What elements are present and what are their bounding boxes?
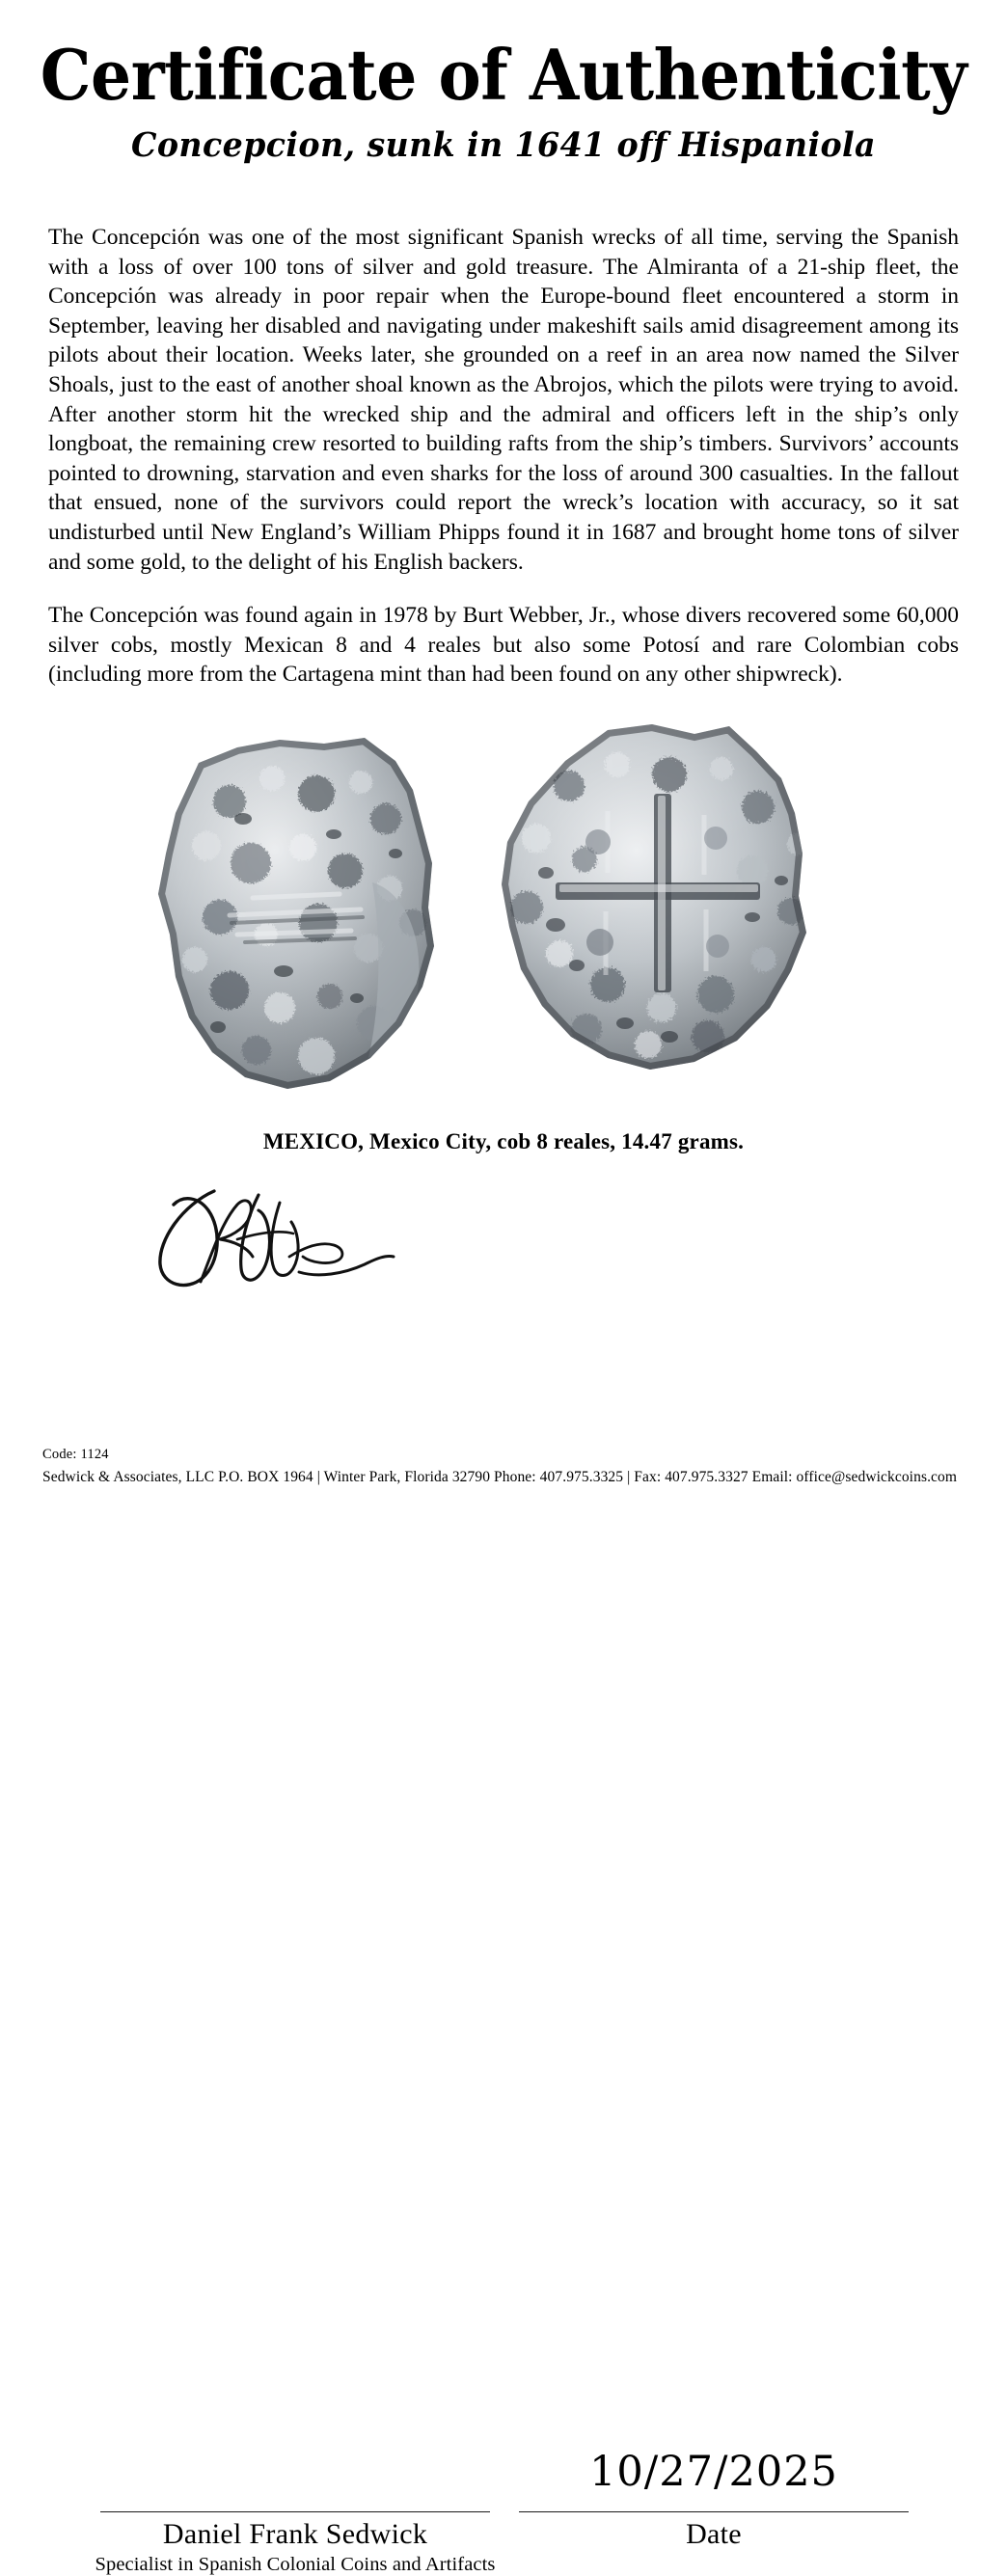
coin-caption: MEXICO, Mexico City, cob 8 reales, 14.47 grams. xyxy=(262,1128,745,1153)
page-title: Certificate of Authenticity xyxy=(40,34,967,116)
coin-obverse-image xyxy=(137,719,465,1104)
signer-role: Specialist in Spanish Colonial Coins and Artifacts xyxy=(95,2553,496,2575)
footer-code: Code: 1124 xyxy=(42,1447,109,1462)
coin-plate xyxy=(0,719,1007,1124)
coin-reverse-image xyxy=(463,719,839,1085)
date-rule xyxy=(519,2511,909,2512)
signer-name: Daniel Frank Sedwick xyxy=(162,2517,428,2550)
signature-mark xyxy=(145,1185,434,1293)
date-value: 10/27/2025 xyxy=(589,2447,838,2496)
signature-rule xyxy=(100,2511,490,2512)
certificate-body xyxy=(48,165,959,690)
page-footer xyxy=(42,1447,968,1486)
body-paragraph-2: The Concepción was found again in 1978 by Burt Webber, Jr., whose divers recovered some 60,000 silver cobs, mostly Mexican 8 and 4 reales but also some Potosí and rare Colombian cobs (including more from the Cartagena mint than had been found on any other shipwreck). xyxy=(48,603,959,688)
footer-contact: Sedwick & Associates, LLC P.O. BOX 1964 | Winter Park, Florida 32790 Phone: 407.975.3325 | Fax: 407.975.3327 Email: office@sedwickcoins.com xyxy=(42,1469,958,1485)
body-paragraph-1: The Concepción was one of the most significant Spanish wrecks of all time, serving the Spanish with a loss of over 100 tons of silver and gold treasure. The Almiranta of a 21-ship fleet, the Concepción was already in poor repair when the Europe-bound fleet encountered a storm in September, leaving her disabled and navigating under makeshift sails amid disagreement among its pilots about their location. Weeks later, she grounded on a reef in an area now named the Silver Shoals, just to the east of another shoal known as the Abrojos, which the pilots were trying to avoid. After another storm hit the wrecked ship and the admiral and officers left in the ship’s only longboat, the remaining crew resorted to building rafts from the ship’s timbers. Survivors’ accounts pointed to drowning, starvation and even sharks for the loss of around 300 casualties. In the fallout that ensued, none of the survivors could report the wreck’s location with accuracy, so it sat undisturbed until New England’s William Phipps found it in 1687 and brought home tons of silver and some gold, to the delight of his English backers. xyxy=(48,225,959,575)
page-subtitle: Concepcion, sunk in 1641 off Hispaniola xyxy=(131,125,876,165)
certificate-header xyxy=(0,0,1007,165)
date-label: Date xyxy=(686,2517,742,2550)
